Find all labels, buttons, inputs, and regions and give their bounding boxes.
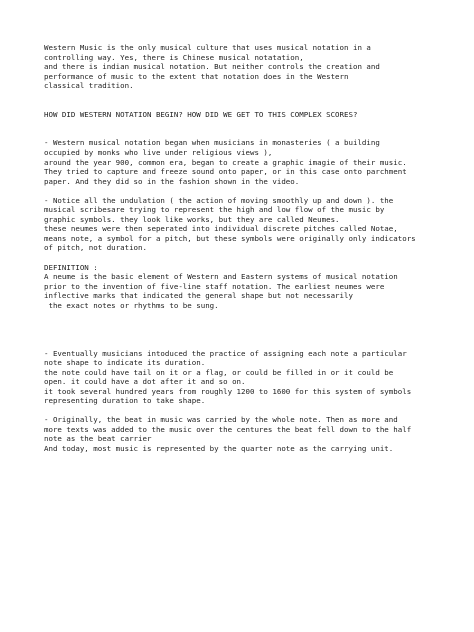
text-line: means note, a symbol for a pitch, but these symbols were originally only indicators	[44, 233, 416, 243]
question-heading	[44, 110, 444, 120]
text-line: more texts was added to the music over the centures the beat fell down to the half	[44, 424, 412, 434]
text-line: classical tradition.	[44, 81, 134, 91]
duration-paragraph	[44, 349, 444, 406]
text-line: the exact notes or rhythms to be sung.	[44, 300, 219, 310]
monasteries-paragraph	[44, 138, 444, 186]
text-line: it took several hundred years from roughly 1200 to 1600 for this system of symbols	[44, 386, 412, 396]
definition-paragraph	[44, 263, 444, 311]
blank-line	[44, 119, 444, 129]
blank-line	[44, 253, 444, 263]
text-line: And today, most music is represented by the quarter note as the carrying unit.	[44, 443, 394, 453]
text-line: - Eventually musicians intoduced the practice of assigning each note a particular	[44, 348, 407, 358]
text-line: representing duration to take shape.	[44, 396, 206, 406]
text-line: A neume is the basic element of Western and Eastern systems of musical notation	[44, 272, 398, 282]
text-line: controlling way. Yes, there is Chinese musical notatation,	[44, 52, 304, 62]
text-line: note as the beat carrier	[44, 434, 152, 444]
text-line: paper. And they did so in the fashion shown in the video.	[44, 176, 300, 186]
blank-line	[44, 329, 444, 339]
beat-paragraph	[44, 415, 444, 453]
text-line: these neumes were then seperated into individual discrete pitches called Notae,	[44, 224, 398, 234]
blank-line	[44, 406, 444, 416]
neumes-paragraph	[44, 196, 444, 253]
text-line: They tried to capture and freeze sound onto paper, or in this case onto parchment	[44, 167, 407, 177]
text-line: graphic symbols. they look like works, but they are called Neumes.	[44, 214, 340, 224]
text-line: and there is indian musical notation. But neither controls the creation and	[44, 62, 380, 72]
text-line: prior to the invention of five-line staff notation. The earliest neumes were	[44, 281, 385, 291]
text-line: note shape to indicate its duration.	[44, 358, 206, 368]
text-line: - Originally, the beat in music was carried by the whole note. Then as more and	[44, 415, 398, 425]
text-line: open. it could have a dot after it and so on.	[44, 377, 246, 387]
text-line: around the year 900, common era, began to create a graphic imagie of their music.	[44, 157, 407, 167]
text-line: Western Music is the only musical culture that uses musical notation in a	[44, 43, 371, 52]
blank-line	[44, 320, 444, 330]
text-line: HOW DID WESTERN NOTATION BEGIN? HOW DID WE GET TO THIS COMPLEX SCORES?	[44, 109, 358, 119]
text-line: inflective marks that indicated the general shape but not necessarily	[44, 291, 353, 301]
intro-paragraph	[44, 43, 444, 91]
document-body	[44, 43, 444, 454]
blank-line	[44, 91, 444, 101]
text-line: musical scribesare trying to represent the high and low flow of the music by	[44, 205, 385, 215]
text-line: - Western musical notation began when musicians in monasteries ( a building	[44, 138, 380, 148]
text-line: occupied by monks who live under religious views ),	[44, 148, 273, 158]
text-line: the note could have tail on it or a flag, or could be filled in or it could be	[44, 367, 394, 377]
blank-line	[44, 100, 444, 110]
text-line: DEFINITION :	[44, 262, 98, 272]
text-line: - Notice all the undulation ( the action of moving smoothly up and down ). the	[44, 195, 394, 205]
blank-line	[44, 310, 444, 320]
blank-line	[44, 186, 444, 196]
blank-line	[44, 129, 444, 139]
text-line: performance of music to the extent that notation does in the Western	[44, 71, 349, 81]
text-line: of pitch, not duration.	[44, 243, 147, 253]
blank-line	[44, 339, 444, 349]
